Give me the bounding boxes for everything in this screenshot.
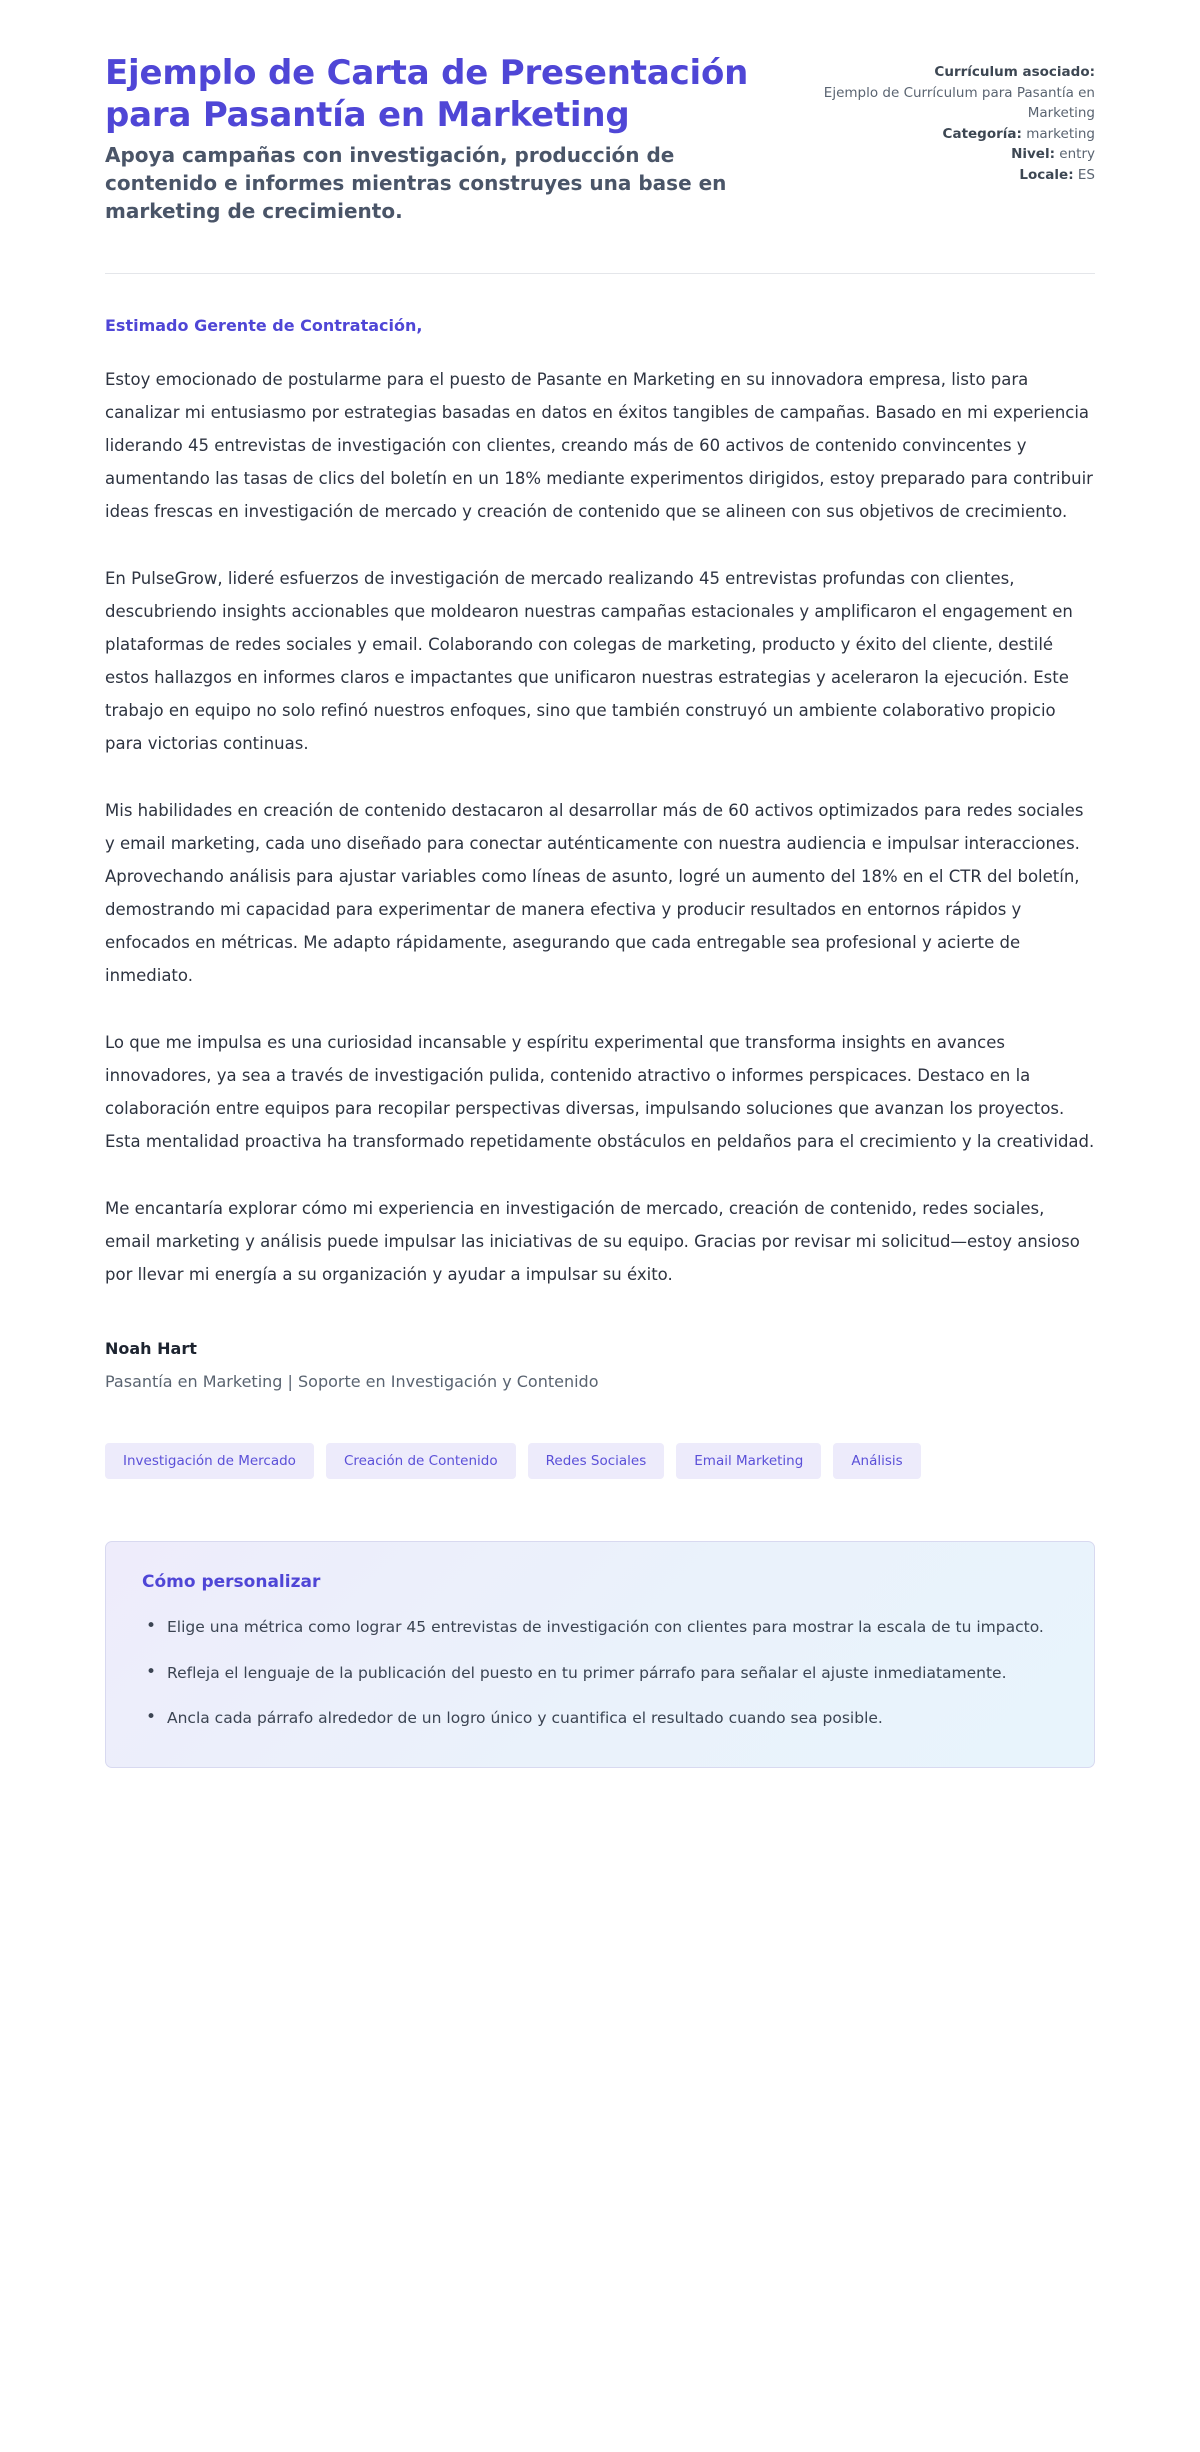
signature-name: Noah Hart <box>105 1339 197 1359</box>
skill-tag[interactable]: Análisis <box>833 1443 920 1479</box>
skill-tag[interactable]: Redes Sociales <box>528 1443 665 1479</box>
customize-callout <box>105 1541 1095 1768</box>
callout-list-item: • Refleja el lenguaje de la publicación del puesto en tu primer párrafo para señalar el ajuste inmediatamente. <box>142 1660 1058 1688</box>
skill-tag[interactable]: Creación de Contenido <box>326 1443 516 1479</box>
letter-paragraph: Lo que me impulsa es una curiosidad incansable y espíritu experimental que transforma insights en avances innovadores, ya sea a través de investigación pulida, contenido atractivo o informes perspicaces. Destaco en la colaboración entre equipos para recopilar perspectivas diversas, impulsando soluciones que avanzan los proyectos. Esta mentalidad proactiva ha transformado repetidamente obstáculos en peldaños para el crecimiento y la creatividad. <box>105 1033 1095 1152</box>
callout-list <box>142 1614 1058 1733</box>
skill-tag[interactable]: Email Marketing <box>676 1443 821 1479</box>
meta-locale-value: ES <box>1077 166 1095 183</box>
meta-category-value: marketing <box>1026 125 1095 142</box>
meta-associated-resume <box>805 62 1095 124</box>
page-header <box>105 0 1095 225</box>
callout-list-item: • Ancla cada párrafo alrededor de un logro único y cuantifica el resultado cuando sea posible. <box>142 1705 1058 1733</box>
skill-tag[interactable]: Investigación de Mercado <box>105 1443 314 1479</box>
letter-paragraph: En PulseGrow, lideré esfuerzos de investigación de mercado realizando 45 entrevistas profundas con clientes, descubriendo insights accionables que moldearon nuestras campañas estacionales y amplificaron el engagement en plataformas de redes sociales y email. Colaborando con colegas de marketing, producto y éxito del cliente, destilé estos hallazgos en informes claros e impactantes que unificaron nuestras estrategias y aceleraron la ejecución. Este trabajo en equipo no solo refinó nuestros enfoques, sino que también construyó un ambiente colaborativo propicio para victorias continuas. <box>105 569 1073 754</box>
meta-level-label: Nivel: <box>1011 146 1055 163</box>
letter-paragraph: Estoy emocionado de postularme para el puesto de Pasante en Marketing en su innovadora empresa, listo para canalizar mi entusiasmo por estrategias basadas en datos en éxitos tangibles de campañas. Basado en mi experiencia liderando 45 entrevistas de investigación con clientes, creando más de 60 activos de contenido convincentes y aumentando las tasas de clics del boletín en un 18% mediante experimentos dirigidos, estoy preparado para contribuir ideas frescas en investigación de mercado y creación de contenido que se alineen con sus objetivos de crecimiento. <box>105 370 1093 522</box>
meta-level <box>805 144 1095 165</box>
meta-level-value: entry <box>1059 146 1095 163</box>
meta-associated-resume-label: Currículum asociado: <box>934 64 1095 80</box>
letter-body <box>105 274 1095 1291</box>
meta-associated-resume-value: Ejemplo de Currículum para Pasantía en Marketing <box>823 84 1095 122</box>
page-subtitle: Apoya campañas con investigación, producción de contenido e informes mientras construyes una base en marketing de crecimiento. <box>105 143 727 223</box>
callout-title: Cómo personalizar <box>142 1572 321 1593</box>
signature-role: Pasantía en Marketing | Soporte en Investigación y Contenido <box>105 1372 599 1392</box>
header-metadata <box>805 52 1095 185</box>
letter-salutation: Estimado Gerente de Contratación, <box>105 316 423 336</box>
meta-locale <box>805 165 1095 186</box>
page-title: Ejemplo de Carta de Presentación para Pasantía en Marketing <box>105 53 749 136</box>
meta-category-label: Categoría: <box>942 125 1022 142</box>
letter-paragraph: Me encantaría explorar cómo mi experiencia en investigación de mercado, creación de contenido, redes sociales, email marketing y análisis puede impulsar las iniciativas de su equipo. Gracias por revisar mi solicitud—estoy ansioso por llevar mi energía a su organización y ayudar a impulsar su éxito. <box>105 1199 1080 1285</box>
signature-block <box>105 1339 1095 1391</box>
callout-list-item: • Elige una métrica como lograr 45 entrevistas de investigación con clientes para mostrar la escala de tu impacto. <box>142 1614 1058 1642</box>
skill-tag-list <box>105 1443 1095 1479</box>
letter-paragraph: Mis habilidades en creación de contenido destacaron al desarrollar más de 60 activos optimizados para redes sociales y email marketing, cada uno diseñado para conectar auténticamente con nuestra audiencia e impulsar interacciones. Aprovechando análisis para ajustar variables como líneas de asunto, logré un aumento del 18% en el CTR del boletín, demostrando mi capacidad para experimentar de manera efectiva y producir resultados en entornos rápidos y enfocados en métricas. Me adapto rápidamente, asegurando que cada entregable sea profesional y acierte de inmediato. <box>105 801 1084 986</box>
header-title-block <box>105 52 765 225</box>
meta-locale-label: Locale: <box>1019 166 1074 183</box>
meta-category <box>805 124 1095 145</box>
